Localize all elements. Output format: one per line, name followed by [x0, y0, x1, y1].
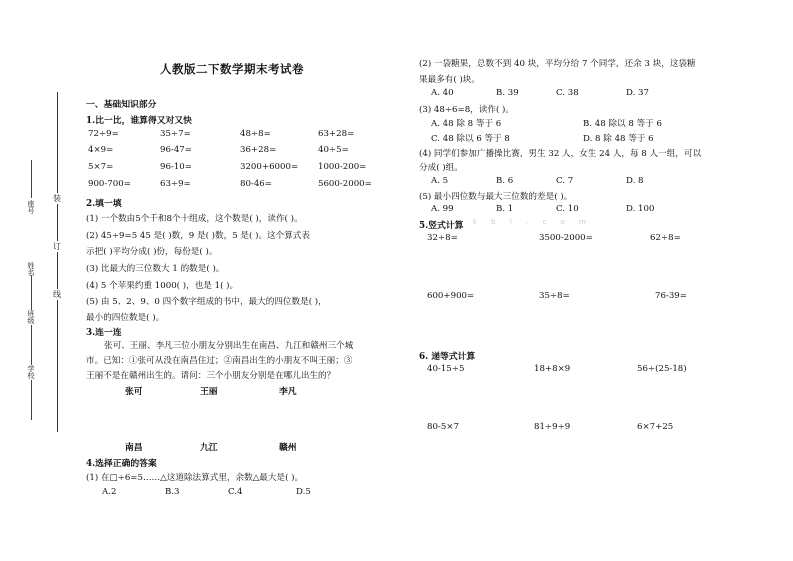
rq2-option: B. 39	[496, 88, 519, 98]
q1-cell: 80-46=	[240, 179, 272, 189]
binding-line	[57, 92, 58, 432]
rq2-option: A. 40	[431, 88, 454, 98]
q1-cell: 36+28=	[240, 145, 277, 155]
q4-option: A.2	[102, 487, 117, 497]
rq3-question: (3) 48÷6=8，读作( )。	[419, 105, 514, 115]
seat-underline	[31, 160, 32, 198]
q1-heading: 1.比一比，谁算得又对又快	[86, 116, 192, 126]
rq3-option: C. 48 除以 6 等于 8	[431, 134, 510, 144]
q1-cell: 48÷8=	[240, 129, 271, 139]
step-calc-item: 56÷(25-18)	[637, 364, 687, 374]
rq2-option: C. 38	[556, 88, 579, 98]
vertical-calc-item: 76-39=	[655, 291, 687, 301]
page-title: 人教版二下数学期末考试卷	[160, 62, 304, 76]
rq5-option: A. 99	[431, 204, 454, 214]
q1-cell: 35÷7=	[160, 129, 191, 139]
school-underline	[31, 380, 32, 420]
q2-line: 最小的四位数是( )。	[86, 313, 165, 323]
rq3-option: B. 48 除以 8 等于 6	[583, 119, 662, 129]
q1-cell: 63+28=	[318, 129, 355, 139]
q3-city: 赣州	[279, 443, 297, 453]
rq2-line: (2) 一袋糖果，总数不到 40 块，平均分给 7 个同学，还余 3 块，这袋糖	[419, 59, 696, 69]
rq4-option: B. 6	[496, 176, 514, 186]
vertical-calc-item: 600+900=	[427, 291, 475, 301]
q4-option: B.3	[165, 487, 180, 497]
q3-heading: 3.连一连	[86, 328, 122, 338]
rq5-option: D. 100	[626, 204, 655, 214]
binding-label-school: 学校	[27, 365, 35, 379]
q3-line: 市。已知：①张可从没在南昌住过；②南昌出生的小朋友不叫王丽；③	[86, 356, 353, 366]
step-calc-item: 40-15÷5	[427, 364, 465, 374]
rq5-option: C. 10	[556, 204, 579, 214]
q1-cell: 40÷5=	[318, 145, 349, 155]
vertical-calc-heading: 5.竖式计算	[419, 221, 464, 231]
step-calc-item: 80-5×7	[427, 422, 459, 432]
rq3-option: D. 8 除 48 等于 6	[583, 134, 654, 144]
vertical-calc-item: 32÷8=	[427, 233, 458, 243]
rq4-option: D. 8	[626, 176, 644, 186]
q2-line: (3) 比最大的三位数大 1 的数是( )。	[86, 264, 225, 274]
q3-city: 南昌	[125, 443, 143, 453]
watermark: s k b l . c o m	[455, 218, 592, 226]
q3-line: 王丽不是在赣州出生的。请问：三个小朋友分别是在哪儿出生的？	[86, 371, 336, 381]
rq2-line: 果最多有( )块。	[419, 75, 480, 85]
binding-char-xian: 线	[53, 290, 61, 299]
step-calc-item: 81÷9÷9	[534, 422, 571, 432]
rq5-question: (5) 最小四位数与最大三位数的差是( )。	[419, 192, 573, 202]
q2-line: (4) 5 个苹果约重 1000( )，也是 1( )。	[86, 281, 239, 291]
q3-line: 张可、王丽、李凡三位小朋友分别出生在南昌、九江和赣州三个城	[104, 341, 354, 351]
q1-cell: 96-47=	[160, 145, 192, 155]
vertical-calc-item: 62÷8=	[650, 233, 681, 243]
q4-heading: 4.选择正确的答案	[86, 459, 157, 469]
binding-label-seat: 座号	[27, 200, 35, 214]
rq4-line: (4) 同学们参加广播操比赛，男生 32 人，女生 24 人，每 8 人一组，可以	[419, 149, 702, 159]
q1-cell: 63÷9=	[160, 179, 191, 189]
step-calc-item: 18+8×9	[534, 364, 571, 374]
binding-char-ding: 订	[53, 242, 61, 251]
name-underline	[31, 275, 32, 310]
q1-cell: 4×9=	[88, 145, 114, 155]
q3-name: 李凡	[279, 387, 297, 397]
binding-char-zhuang: 装	[53, 194, 61, 203]
vertical-calc-item: 3500-2000=	[539, 233, 593, 243]
q2-line: (2) 45÷9=5 45 是( )数，9 是( )数，5 是( )。这个算式表	[86, 231, 311, 241]
class-underline	[31, 325, 32, 365]
q3-city: 九江	[200, 443, 218, 453]
q2-line: (5) 由 5、2、9、0 四个数字组成的书中，最大的四位数是( )，	[86, 297, 327, 307]
q1-cell: 1000-200=	[318, 162, 367, 172]
q1-cell: 900-700=	[88, 179, 131, 189]
rq3-option: A. 48 除 8 等于 6	[431, 119, 502, 129]
binding-label-class: 班级	[27, 310, 35, 324]
step-calc-heading: 6. 递等式计算	[419, 352, 476, 362]
vertical-calc-item: 35÷8=	[539, 291, 570, 301]
q4-option: C.4	[228, 487, 243, 497]
q3-name: 张可	[125, 387, 143, 397]
rq5-option: B. 1	[496, 204, 514, 214]
binding-label-name: 姓名	[27, 262, 35, 276]
q2-heading: 2.填一填	[86, 199, 122, 209]
q4-option: D.5	[296, 487, 311, 497]
q1-cell: 96-10=	[160, 162, 192, 172]
q2-line: 示把( )平均分成( )份，每份是( )。	[86, 247, 218, 257]
section-basic-knowledge: 一、基础知识部分	[86, 100, 157, 110]
rq4-option: C. 7	[556, 176, 574, 186]
q1-cell: 5×7=	[88, 162, 114, 172]
q4-question: (1) 在□÷6=5……△这道除法算式里，余数△最大是( )。	[86, 473, 304, 483]
q1-cell: 72÷9=	[88, 129, 119, 139]
q1-cell: 3200+6000=	[240, 162, 299, 172]
rq4-line: 分成( )组。	[419, 163, 463, 173]
rq4-option: A. 5	[431, 176, 449, 186]
step-calc-item: 6×7+25	[637, 422, 674, 432]
q1-cell: 5600-2000=	[318, 179, 372, 189]
rq2-option: D. 37	[626, 88, 649, 98]
q2-line: (1) 一个数由5个千和8个十组成，这个数是( )，读作( )。	[86, 214, 303, 224]
q3-name: 王丽	[200, 387, 218, 397]
